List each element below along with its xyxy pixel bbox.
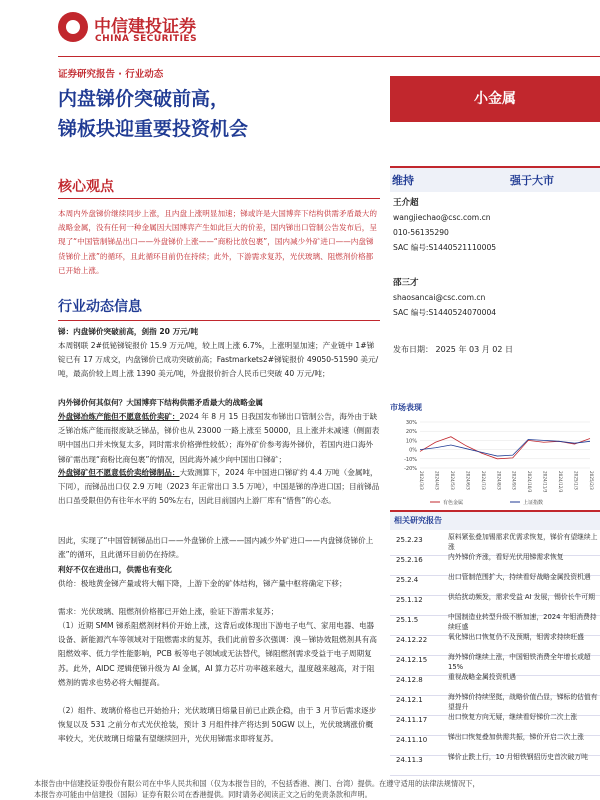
x-tick-label: 2024/9/3 (511, 471, 517, 490)
x-tick-label: 2024/12/3 (558, 471, 564, 493)
sector-banner: 小金属 (390, 76, 600, 122)
core-view-divider (58, 198, 380, 199)
analyst-phone-1: 010-56135290 (393, 228, 449, 237)
paragraph-cycle: 因此，实现了“中国管制锑品出口——外盘锑价上涨——国内减少外矿进口——内盘锑货锑价上涨”的循环，且此循环目前仍在持续。 (58, 536, 374, 560)
disclaimer-footer (34, 778, 600, 800)
related-report-date: 24.12.15 (396, 656, 428, 664)
related-report-date: 24.11.3 (396, 756, 423, 764)
y-tick-label: 20% (405, 429, 417, 436)
x-tick-label: 2025/1/3 (573, 471, 579, 490)
related-report-title[interactable]: 海外锑价持续坚挺，战略价值凸显，锑标的估值有望提升 (448, 693, 598, 711)
publish-date: 发布日期： 2025 年 03 月 02 日 (393, 345, 513, 354)
analyst-email-2[interactable]: shaosancai@csc.com.cn (393, 293, 486, 302)
x-tick-label: 2024/6/3 (465, 471, 471, 490)
related-report-date: 24.12.1 (396, 696, 423, 704)
paragraph-overseas-smelt (58, 410, 380, 467)
logo-name-cn: 中信建投证券 (94, 17, 196, 37)
report-title-line2: 锑板块迎重要投资机会 (58, 118, 249, 140)
x-tick-label: 2024/5/3 (449, 471, 455, 490)
related-report-title[interactable]: 重视战略金属投资机遇 (448, 673, 516, 681)
analyst-email-1[interactable]: wangjiechao@csc.com.cn (393, 213, 491, 222)
y-tick-label: 0% (409, 447, 417, 454)
rating-action: 维持 (392, 174, 414, 187)
y-tick-label: 30% (405, 420, 417, 426)
related-report-title[interactable]: 锑出口恢复叠加供需共振，锑价开启二次上涨 (448, 733, 584, 741)
paragraph-flame-retardant: （1）近期 SMM 锑系阻燃剂材料价开始上涨，这背后或体现出下游电子电气、家用电器、电器设备、新能源汽车等领域对于阻燃需求的复苏，我们此前曾多次强调：溴－锑协效阻燃剂具有高阻燃效率、低力学性能影响，PCB 板等电子领域或无法替代，锑阻燃剂需求受益于电子周期复苏。此外，AIDC 逻辑使锑升级为 AI 金属，AI 算力芯片功率越来越大，温度越来越高，对于阻燃剂的需求也势必将大幅提高。 (58, 621, 377, 687)
subheading-game: 内外锑价何其似何？大国博弈下结构供需矛盾最大的战略金属 (58, 398, 264, 407)
related-reports-heading: 相关研究报告 (394, 516, 442, 525)
analyst-sac-2: SAC 编号:S1440524070004 (393, 308, 497, 317)
underline-overseas-mine: 外盘锑矿但不愿意低价卖给锑制品： (58, 468, 180, 477)
text-overseas-smelt: 2024 年 8 月 15 日我国发布锑出口管制公告，海外由于缺乏锑冶炼产能而报废缺乏锑品，锑价也从 23000 一路上涨至 50000，且上涨并未减速（侧面表明中国出口并未恢复太多，同时需求价格弹性较低）；海外矿价参考海外锑价，若国内进口海外锑矿需出现“商粉比商包裹”的情况，因此海外减少向中国出口锑矿； (58, 412, 380, 464)
rating-value: 强于大市 (510, 174, 554, 187)
core-view-text: 本周内外盘锑价继续同步上涨，且内盘上涨明显加速；锑或许是大国博弈下结构供需矛盾最大的战略金属，没有任何一种金属因大国博弈产生如此巨大的价差，国内锑出口管制公告发布后，呈现了“中国管制锑品出口——外盘锑价上涨——“商粉比放包裹”，国内减少外矿进口——内盘锑货锑价上涨”的循环，且此循环目前仍在持续；此外，下游需求复苏，光伏玻璃、阻燃剂价格都已开始上涨。 (58, 209, 377, 275)
logo-name-en: CHINA SECURITIES (95, 34, 198, 44)
disclaimer-line2: 本报告亦可能由中信建投（国际）证券有限公司在香港提供。同时请务必阅读正文之后的免责条款和声明。 (34, 790, 372, 799)
section-divider (58, 320, 380, 321)
analyst-name-2: 邵三才 (393, 278, 419, 288)
x-tick-label: 2025/2/3 (589, 471, 594, 490)
y-tick-label: 10% (405, 438, 417, 445)
paragraph-overseas-mine (58, 466, 380, 509)
x-tick-label: 2024/8/3 (496, 471, 502, 490)
core-view-heading: 核心观点 (58, 179, 114, 195)
related-report-date: 24.11.10 (396, 736, 428, 744)
related-report-date: 25.1.12 (396, 596, 423, 604)
related-report-title[interactable]: 内外锑价齐涨，看好光伏用锑需求恢复 (448, 553, 564, 561)
paragraph-supply: 供给：极地黄金锑产量或将大幅下降，上游下金的矿体结构，锑产量中枢将确定下移； (58, 579, 347, 588)
report-title-line1: 内盘锑价突破前高， (58, 88, 230, 110)
related-report-date: 25.2.4 (396, 576, 419, 584)
disclaimer-line1: 本报告由中信建投证券股份有限公司在中华人民共和国（仅为本报告目的，不包括香港、澳门、台湾）提供。在遵守适用的法律法规情况下， (34, 779, 480, 788)
x-tick-label: 2024/11/3 (542, 471, 548, 493)
related-report-title[interactable]: 锑价止跌上行，10 月钼铁钢招历史首次破万吨 (448, 753, 588, 761)
logo-mark-icon (58, 12, 88, 42)
related-report-date: 24.12.8 (396, 676, 423, 684)
analyst-name-1: 王介超 (393, 198, 419, 208)
related-report-title[interactable]: 出口恢复方向无疑，继续看好锑价二次上涨 (448, 713, 578, 721)
paragraph-price: 本周钢联 2#低铋锑锭报价 15.9 万元/吨，较上周上涨 6.7%，上涨明显加速；产业链中 1#锑锭已有 17 万成交，内盘锑价已成功突破前高；Fastmarkets2#锑锭报价 49050-51590 美元/吨，最高价较上周上涨 1390 美元/吨，外盘报价折合人民币已突破 40 万元/吨； (58, 341, 379, 379)
related-report-title[interactable]: 出口管制范围扩大，持续看好战略金属投资机遇 (448, 573, 591, 581)
related-report-date: 25.2.16 (396, 556, 423, 564)
subheading-antimony: 锑：内盘锑价突破前高，剑指 20 万元/吨 (58, 327, 199, 336)
section-heading: 行业动态信息 (58, 299, 142, 315)
header-divider (58, 56, 600, 57)
underline-overseas-smelt: 外盘锑冶炼产能但不愿意低价卖矿： (58, 412, 180, 421)
y-tick-label: -20% (404, 466, 417, 472)
related-report-date: 24.12.22 (396, 636, 428, 644)
related-report-title[interactable]: 中国制造业转型升级不断加速，2024 年钼消费持续旺盛 (448, 613, 597, 631)
legend-label: 有色金属 (443, 500, 464, 506)
series-line-2 (420, 439, 590, 456)
market-performance-chart (390, 416, 600, 508)
x-tick-label: 2024/3/3 (419, 471, 424, 490)
paragraph-pv-glass: （2）组件、玻璃价格也已开始抬升；光伏玻璃日熔量目前已止跌企稳，由于 3 月节后需求逐步恢复以及 531 之前分布式光伏抢装，预计 3 月组件排产将达到 50GW 以上，光伏玻璃涨价概率较大，光伏玻璃日熔量有望继续回升，光伏用锑需求即将复苏。 (58, 706, 377, 744)
related-report-title[interactable]: 供给扰动频发，需求受益 AI 发展，锡价长牛可期 (448, 593, 595, 601)
subheading-supply-demand: 利好不仅在进出口，供需也有变化 (58, 565, 172, 574)
related-report-title[interactable]: 海外锑价继续上涨，中国钼铁消费全年增长或超 15% (448, 653, 591, 671)
market-performance-heading: 市场表现 (390, 403, 422, 412)
x-tick-label: 2024/7/3 (480, 471, 486, 490)
related-report-title[interactable]: 原料紧张叠加锡需求优需求恢复，锑价有望继续上涨 (448, 533, 598, 551)
text-overseas-mine: 大致测算下，2024 年中国进口锑矿约 4.4 万吨（金属吨，下同），而锑品出口仅 2.9 万吨（2023 年正常出口 3.5 万吨），中国是锑的净进口国；目前锑品出口虽受限但仍有往年水平的 50%左右，因此目前国内上游厂库有“惜售”的心态。 (58, 468, 380, 506)
related-report-date: 25.1.5 (396, 616, 419, 624)
x-tick-label: 2024/4/3 (434, 471, 440, 490)
related-report-date: 24.11.17 (396, 716, 428, 724)
y-tick-label: -10% (404, 456, 417, 463)
analyst-sac-1: SAC 编号:S1440521110005 (393, 243, 497, 252)
related-report-date: 25.2.23 (396, 536, 423, 544)
related-report-title[interactable]: 氧化锑出口恢复仍不及预期，钼需求持续旺盛 (448, 633, 584, 641)
paragraph-demand: 需求：光伏玻璃、阻燃剂价格都已开始上涨，验证下游需求复苏； (58, 607, 279, 616)
legend-label: 上证指数 (523, 500, 544, 506)
rating-bar (390, 166, 600, 192)
report-type-tag: 证券研究报告 · 行业动态 (58, 69, 164, 80)
related-report-row[interactable] (390, 753, 600, 776)
company-logo (58, 10, 228, 48)
x-tick-label: 2024/10/3 (527, 471, 533, 493)
